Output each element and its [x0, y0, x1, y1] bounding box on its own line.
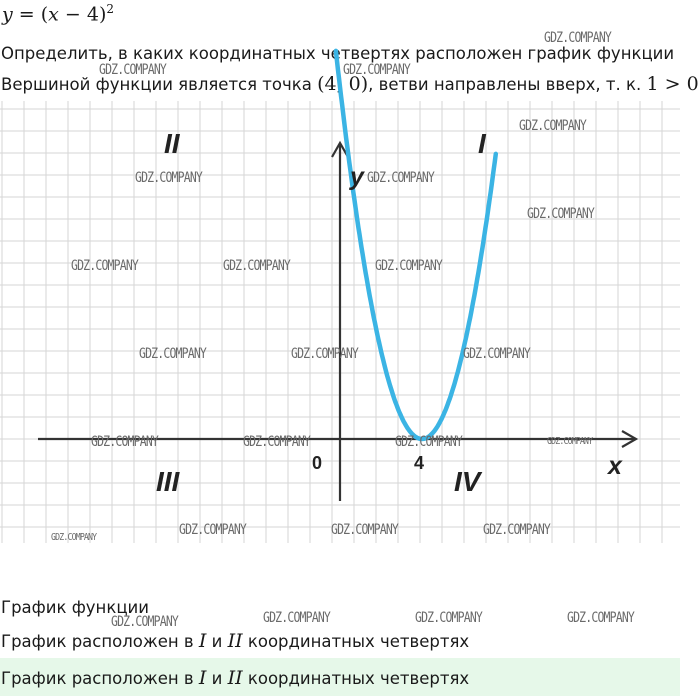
watermark: GDZ.COMPANY: [331, 522, 399, 538]
watermark: GDZ.COMPANY: [375, 258, 443, 274]
watermark: GDZ.COMPANY: [51, 532, 97, 543]
watermark: GDZ.COMPANY: [544, 30, 612, 46]
watermark: GDZ.COMPANY: [567, 610, 635, 626]
watermark: GDZ.COMPANY: [179, 522, 247, 538]
graph-caption: График функции: [1, 598, 149, 617]
watermark: GDZ.COMPANY: [519, 118, 587, 134]
watermark: GDZ.COMPANY: [263, 610, 331, 626]
watermark: GDZ.COMPANY: [343, 62, 411, 78]
watermark: GDZ.COMPANY: [367, 170, 435, 186]
function-formula: $y = (x - 4)^2$: [2, 2, 115, 26]
watermark: GDZ.COMPANY: [91, 434, 159, 450]
watermark: GDZ.COMPANY: [135, 170, 203, 186]
function-graph: [0, 101, 680, 543]
task-text: Определить, в каких координатных четвертях расположен график функции: [1, 44, 675, 63]
watermark: GDZ.COMPANY: [223, 258, 291, 274]
vertex-text: Вершиной функции является точка (4, 0), ветви направлены вверх, т. к. 1 > 0: [1, 73, 699, 95]
x-axis-label: x: [608, 452, 622, 480]
quadrant-label-i: I: [478, 128, 486, 159]
watermark: GDZ.COMPANY: [71, 258, 139, 274]
quadrant-label-ii: II: [164, 128, 180, 159]
watermark: GDZ.COMPANY: [99, 62, 167, 78]
watermark: GDZ.COMPANY: [139, 346, 207, 362]
watermark: GDZ.COMPANY: [291, 346, 359, 362]
watermark: GDZ.COMPANY: [547, 436, 593, 447]
watermark: GDZ.COMPANY: [463, 346, 531, 362]
y-axis-label: y: [350, 163, 364, 191]
tick-label-4: 4: [414, 453, 425, 473]
quadrant-label-iii: III: [156, 466, 180, 497]
watermark: GDZ.COMPANY: [415, 610, 483, 626]
quadrant-label-iv: IV: [454, 466, 481, 497]
result-text: График расположен в I и II координатных четвертях: [1, 630, 470, 652]
watermark: GDZ.COMPANY: [483, 522, 551, 538]
watermark: GDZ.COMPANY: [243, 434, 311, 450]
answer-text: График расположен в I и II координатных четвертях: [1, 667, 470, 689]
watermark: GDZ.COMPANY: [527, 206, 595, 222]
origin-label: 0: [312, 453, 323, 473]
watermark: GDZ.COMPANY: [111, 614, 179, 630]
watermark: GDZ.COMPANY: [395, 434, 463, 450]
